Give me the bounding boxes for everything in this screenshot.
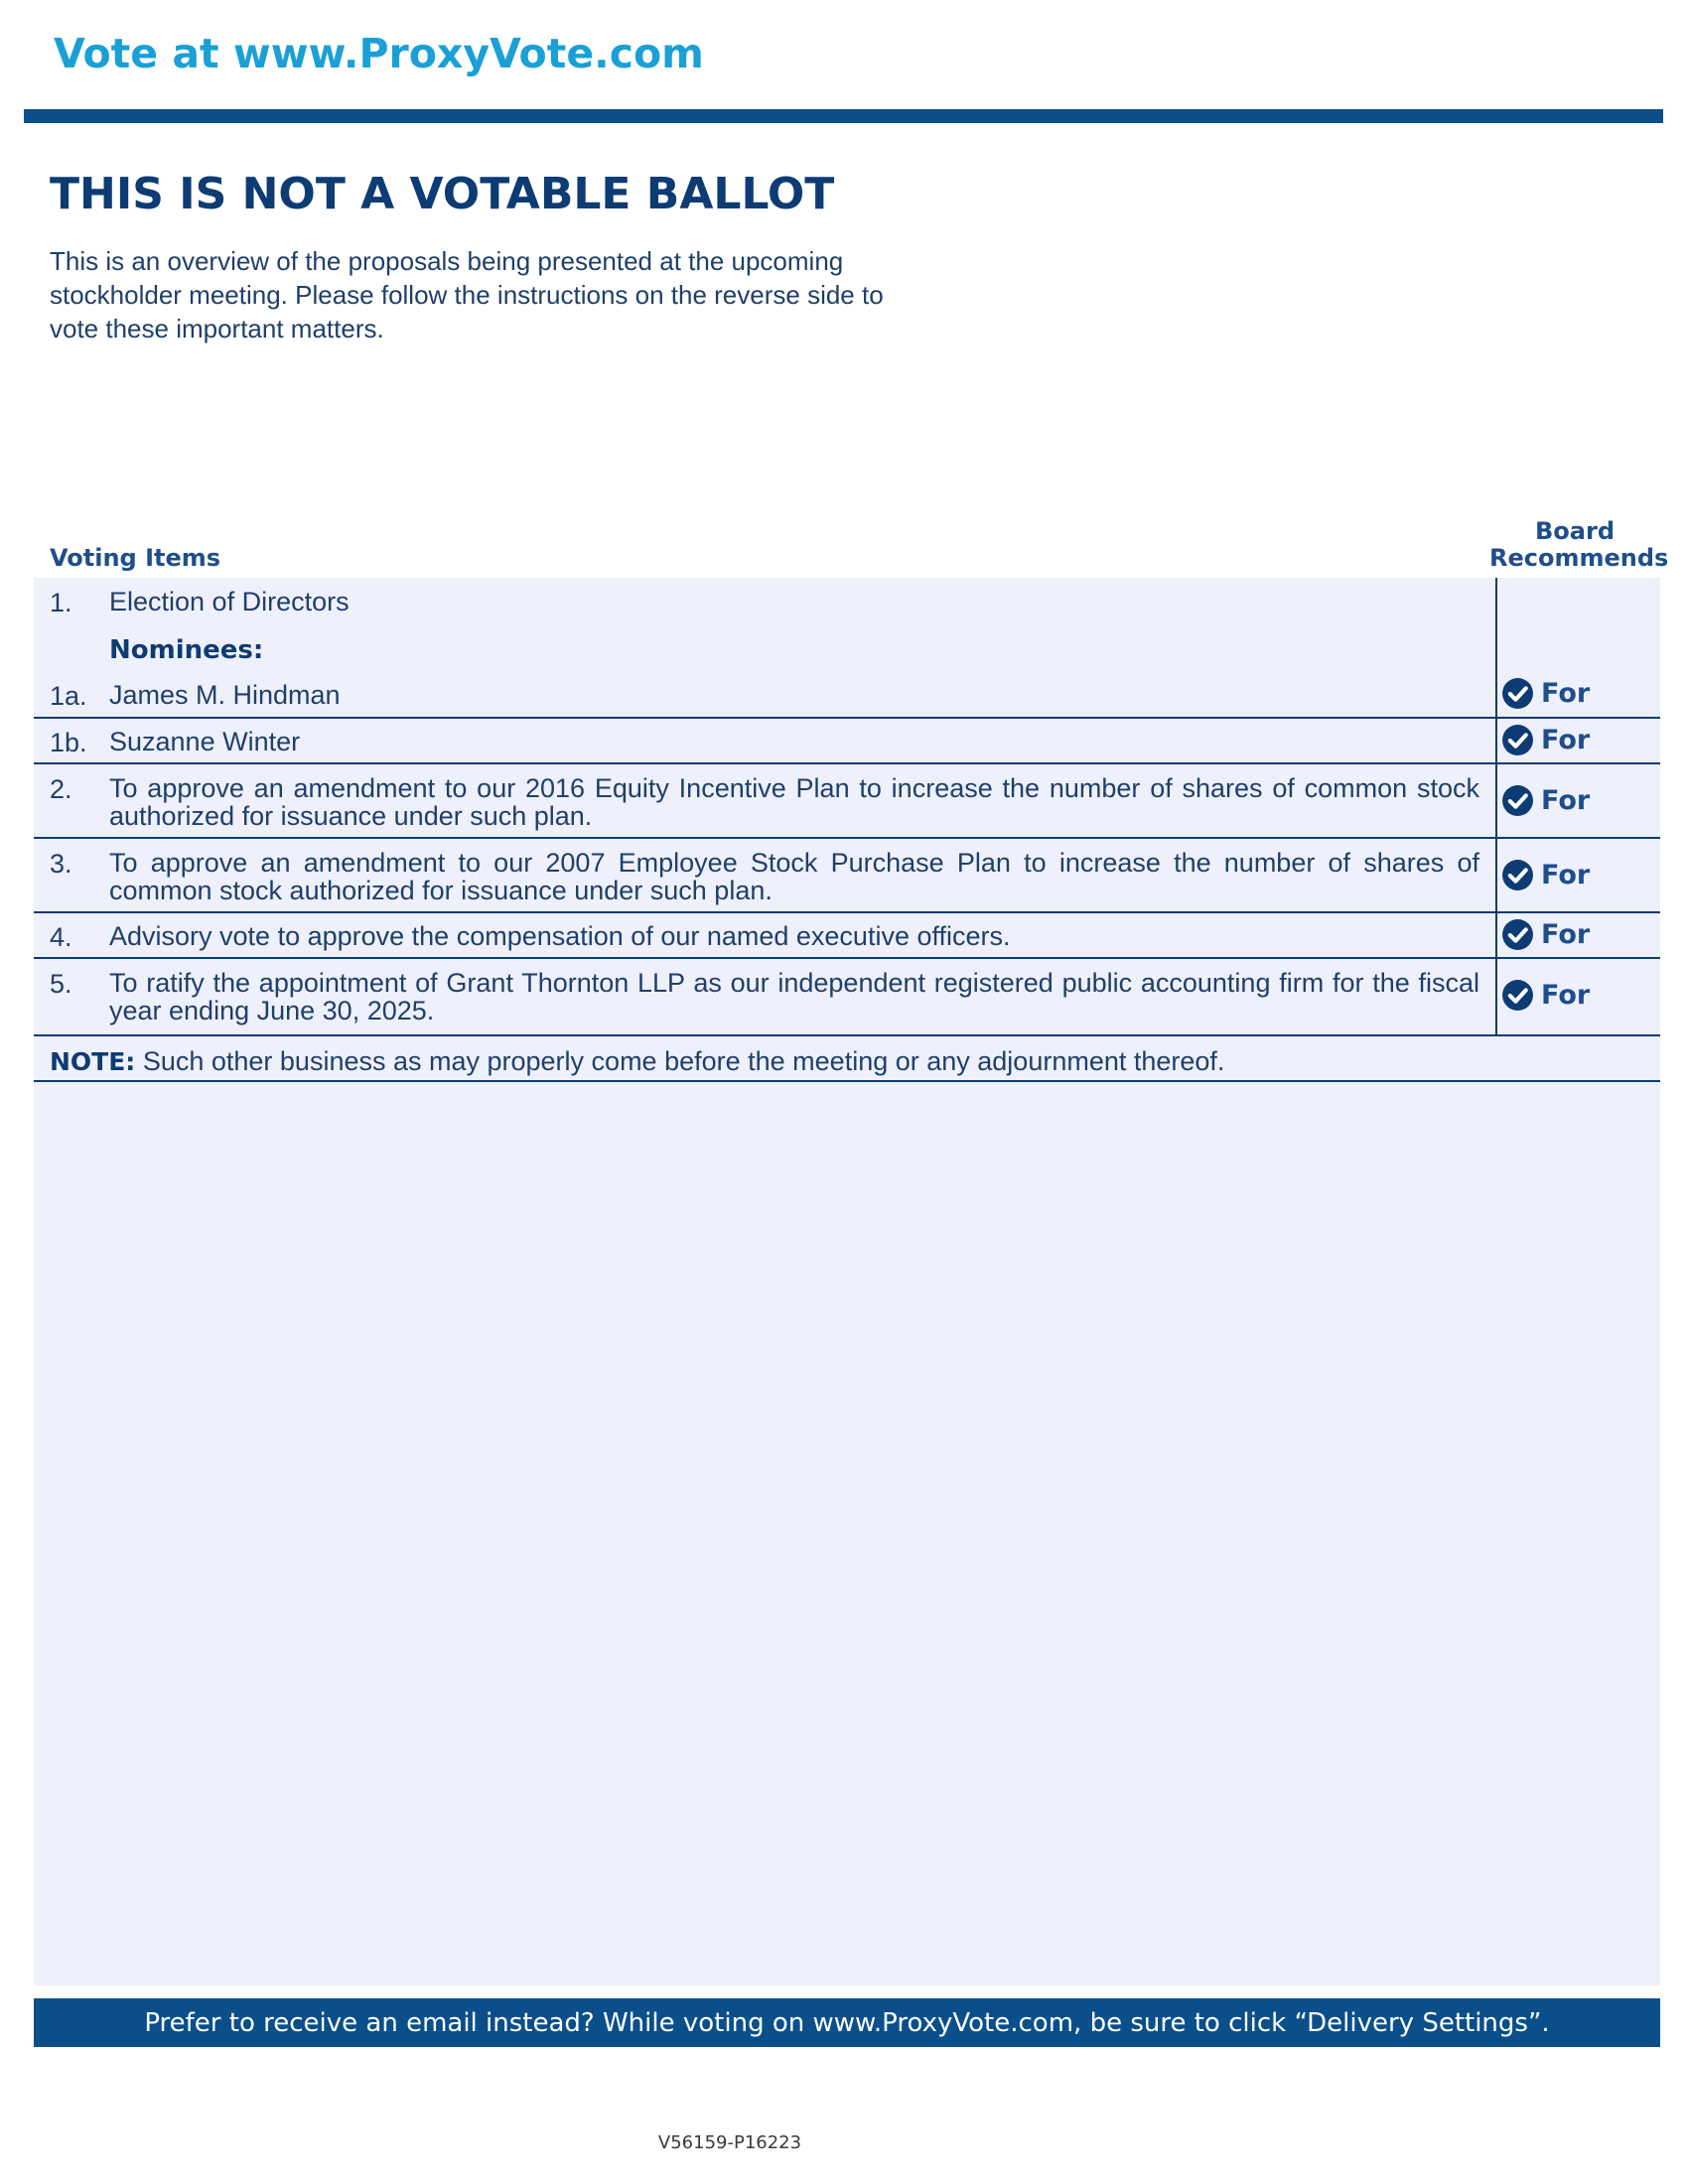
recommendation-label: For	[1541, 725, 1591, 755]
recommendation-label: For	[1541, 860, 1591, 890]
intro-text: This is an overview of the proposals being presented at the upcoming stockholder meeting. Please follow the instructions on the reverse side to vote these important matters.	[50, 246, 884, 343]
recommendation-label: For	[1541, 785, 1591, 816]
item-text: Suzanne Winter	[109, 727, 301, 756]
board-recommendation	[1501, 677, 1590, 710]
voting-items-header: Voting Items	[50, 544, 221, 572]
item-text: Election of Directors	[109, 587, 350, 616]
row-divider	[34, 911, 1660, 913]
note-row	[50, 1046, 1224, 1077]
item-number: 1a.	[50, 681, 87, 711]
row-divider	[34, 1034, 1660, 1036]
item-number: 1b.	[50, 728, 87, 757]
item-number: 1.	[50, 588, 72, 617]
row-divider	[34, 1080, 1660, 1082]
item-number: 5.	[50, 969, 72, 999]
recommendation-label: For	[1541, 980, 1591, 1011]
item-number: 2.	[50, 774, 72, 804]
board-recommendation	[1501, 918, 1590, 951]
column-divider	[1495, 578, 1497, 1036]
header-rule	[24, 109, 1663, 123]
item-text: Advisory vote to approve the compensation of our named executive officers.	[109, 921, 1011, 951]
note-text: Such other business as may properly come before the meeting or any adjournment thereof.	[142, 1046, 1225, 1076]
board-recommendation	[1501, 979, 1590, 1012]
board-recommends-header: Board Recommends	[1489, 517, 1669, 572]
check-circle-icon	[1501, 859, 1534, 891]
item-text: To approve an amendment to our 2016 Equity Incentive Plan to increase the number of shares of common stock authorized for issuance under such plan.	[109, 773, 1479, 831]
nominees-label: Nominees:	[109, 635, 264, 665]
item-text: To approve an amendment to our 2007 Employee Stock Purchase Plan to increase the number of shares of common stock authorized for issuance under such plan.	[109, 848, 1479, 905]
check-circle-icon	[1501, 677, 1534, 710]
item-text: James M. Hindman	[109, 680, 341, 710]
delivery-settings-banner: Prefer to receive an email instead? While voting on www.ProxyVote.com, be sure to click “Delivery Settings”.	[34, 1998, 1660, 2047]
check-circle-icon	[1501, 784, 1534, 817]
note-label: NOTE:	[50, 1047, 136, 1076]
board-recommendation	[1501, 784, 1590, 817]
page-title: THIS IS NOT A VOTABLE BALLOT	[50, 169, 835, 219]
row-divider	[34, 837, 1660, 839]
board-recommendation	[1501, 859, 1590, 891]
row-divider	[34, 717, 1660, 719]
check-circle-icon	[1501, 918, 1534, 951]
item-number: 4.	[50, 922, 72, 952]
row-divider	[34, 957, 1660, 959]
proxyvote-link[interactable]: Vote at www.ProxyVote.com	[54, 30, 704, 77]
document-code: V56159-P16223	[657, 2132, 802, 2153]
recommendation-label: For	[1541, 678, 1591, 709]
check-circle-icon	[1501, 724, 1534, 756]
item-number: 3.	[50, 849, 72, 879]
recommendation-label: For	[1541, 919, 1591, 950]
check-circle-icon	[1501, 979, 1534, 1012]
board-recommendation	[1501, 724, 1590, 756]
row-divider	[34, 762, 1660, 764]
item-text: To ratify the appointment of Grant Thornton LLP as our independent registered public accounting firm for the fiscal year ending June 30, 2025.	[109, 968, 1479, 1025]
